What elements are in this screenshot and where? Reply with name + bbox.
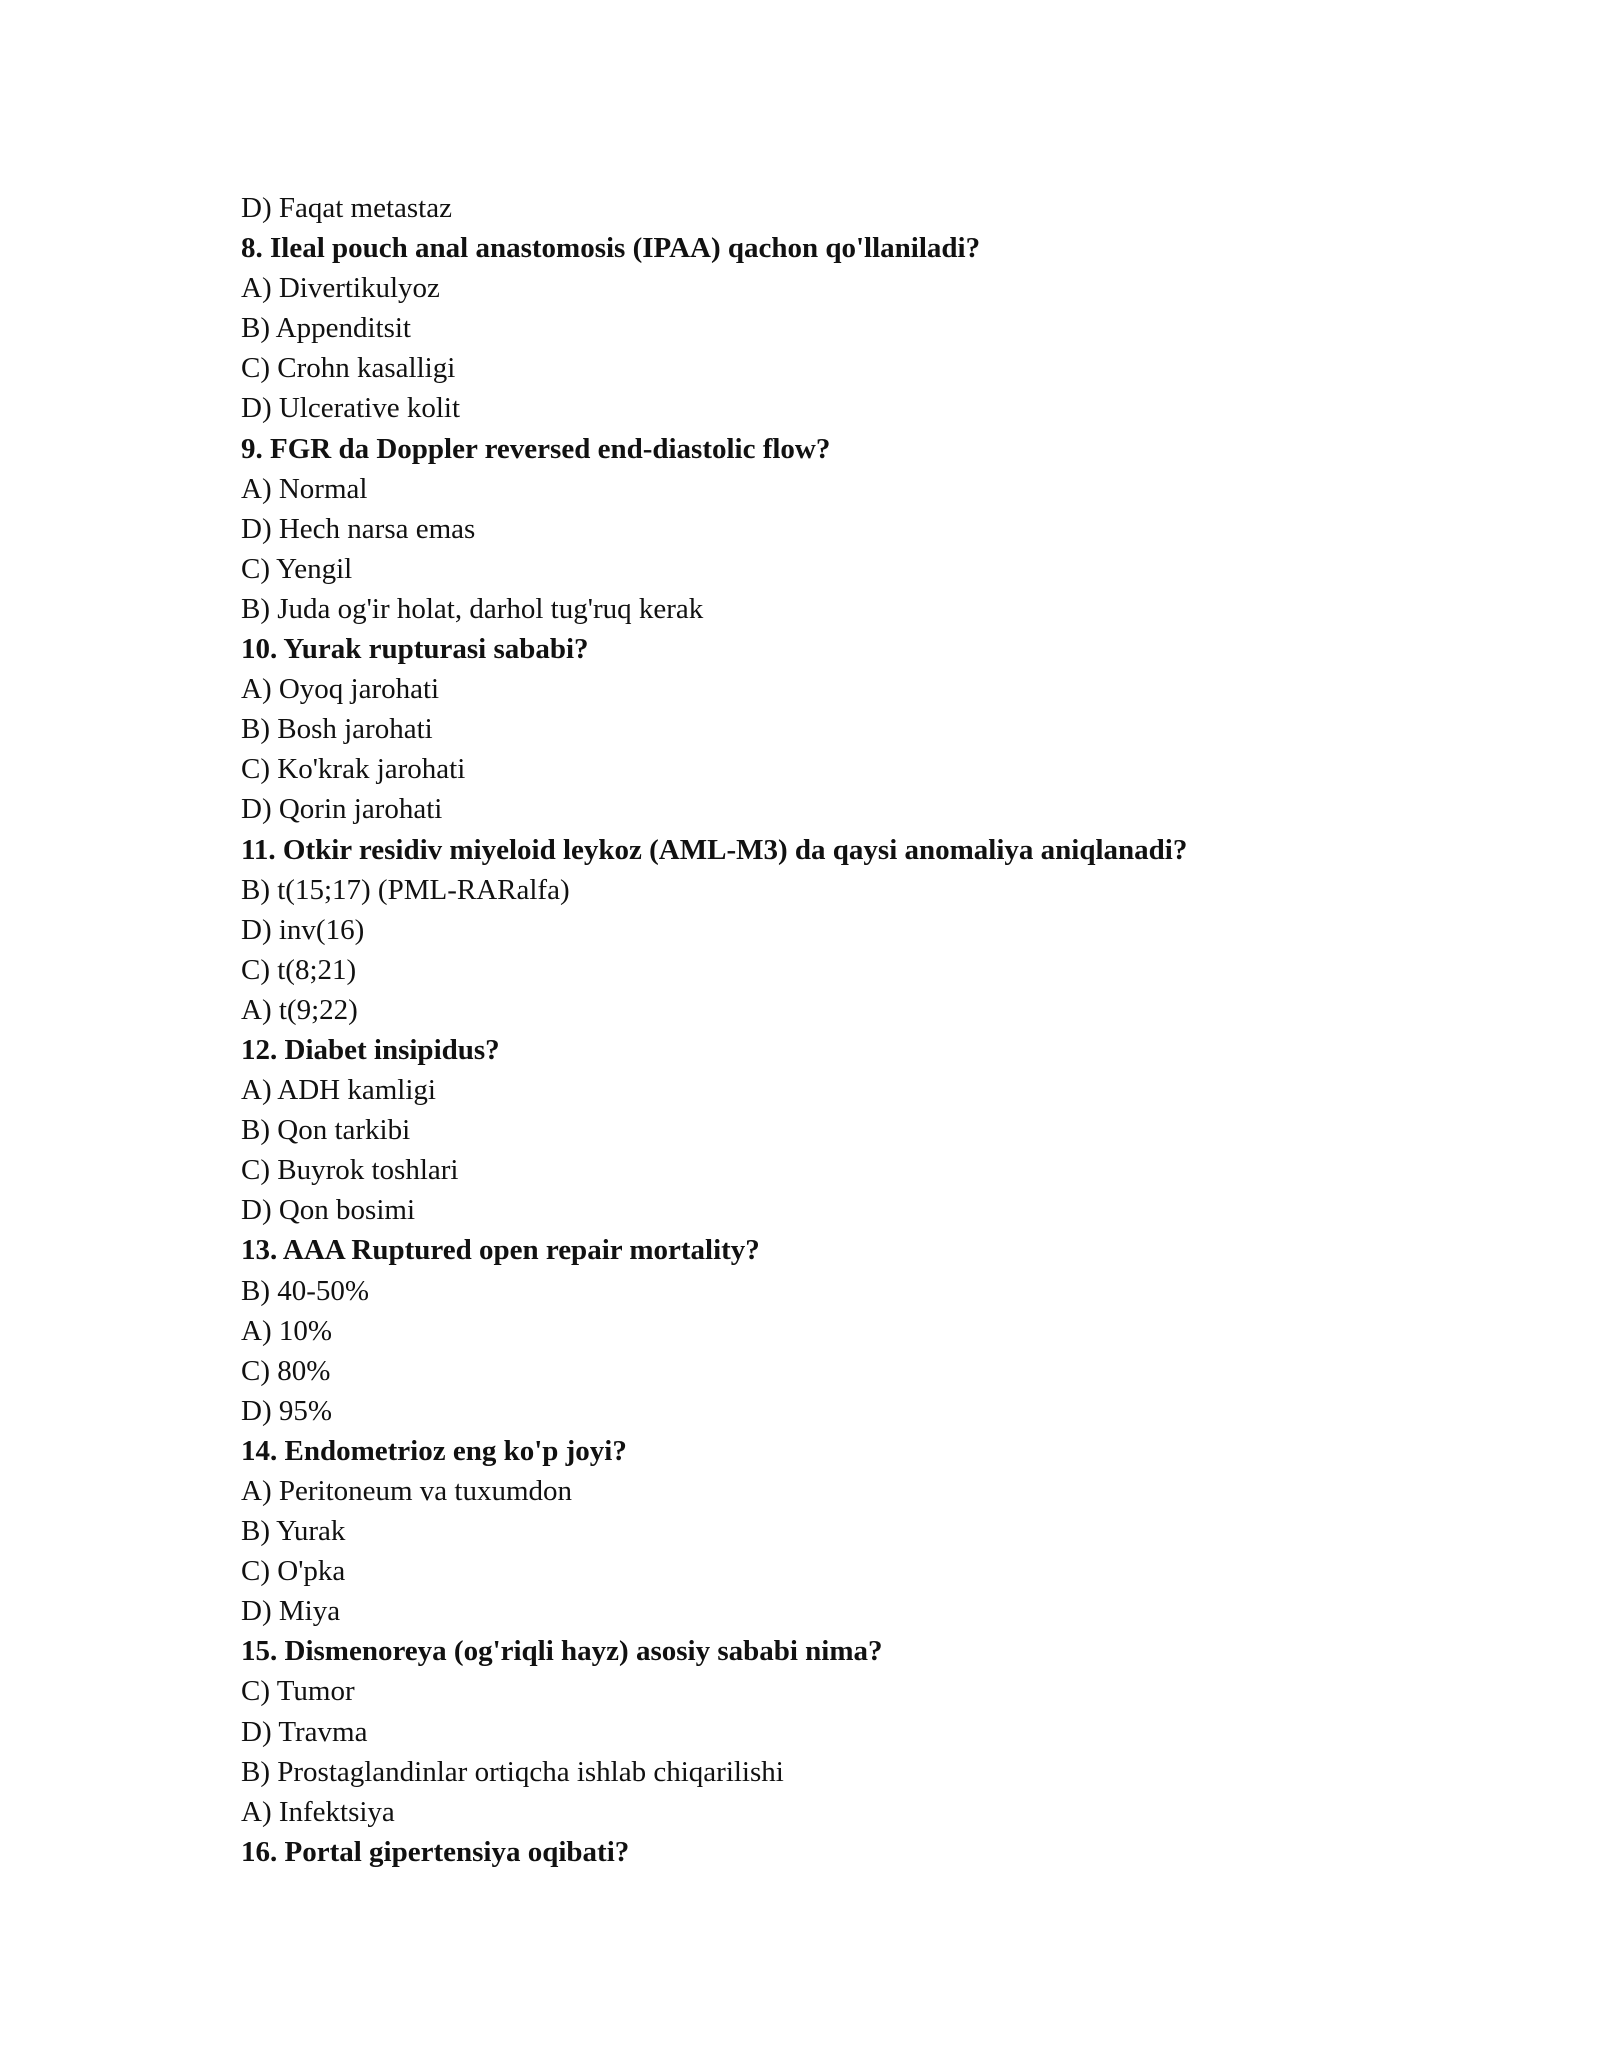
answer-option: A) 10% [241, 1314, 333, 1347]
answer-option: A) Divertikulyoz [241, 272, 440, 305]
answer-option: D) 95% [241, 1394, 333, 1427]
answer-option: D) inv(16) [241, 913, 365, 946]
answer-option: A) t(9;22) [241, 993, 358, 1026]
answer-option: D) Ulcerative kolit [241, 392, 461, 425]
answer-option: C) Tumor [241, 1675, 355, 1708]
question-12: 12. Diabet insipidus? [241, 1033, 500, 1066]
answer-option: A) Infektsiya [241, 1795, 395, 1828]
answer-option: C) Yengil [241, 552, 353, 585]
answer-option: B) Appenditsit [241, 312, 411, 345]
answer-option: B) 40-50% [241, 1274, 370, 1307]
answer-option: C) Ko'krak jarohati [241, 753, 466, 786]
answer-option: B) Yurak [241, 1515, 346, 1548]
answer-option: D) Travma [241, 1715, 368, 1748]
question-8: 8. Ileal pouch anal anastomosis (IPAA) qachon qo'llaniladi? [241, 232, 981, 265]
answer-option: B) Juda og'ir holat, darhol tug'ruq kerak [241, 592, 704, 625]
answer-option: D) Miya [241, 1595, 341, 1628]
answer-option: C) Buyrok toshlari [241, 1154, 459, 1187]
answer-option: A) Peritoneum va tuxumdon [241, 1475, 573, 1507]
answer-option: A) ADH kamligi [241, 1074, 436, 1107]
answer-option: C) 80% [241, 1354, 331, 1387]
question-10: 10. Yurak rupturasi sababi? [241, 633, 589, 666]
question-14: 14. Endometrioz eng ko'p joyi? [241, 1434, 627, 1467]
answer-option: C) O'pka [241, 1555, 346, 1588]
answer-option: C) t(8;21) [241, 953, 357, 986]
answer-option: B) Bosh jarohati [241, 713, 433, 746]
answer-option: B) Qon tarkibi [241, 1114, 411, 1147]
answer-option: A) Oyoq jarohati [241, 673, 440, 706]
answer-option: C) Crohn kasalligi [241, 352, 456, 385]
answer-option: B) t(15;17) (PML-RARalfa) [241, 873, 570, 906]
question-16: 16. Portal gipertensiya oqibati? [241, 1835, 630, 1868]
question-15: 15. Dismenoreya (og'riqli hayz) asosiy sababi nima? [241, 1635, 883, 1668]
question-11: 11. Otkir residiv miyeloid leykoz (AML-M3) da qaysi anomaliya aniqlanadi? [241, 833, 1188, 866]
answer-option: D) Hech narsa emas [241, 512, 476, 545]
answer-option: D) Qorin jarohati [241, 793, 443, 826]
question-9: 9. FGR da Doppler reversed end-diastolic flow? [241, 432, 831, 465]
question-13: 13. AAA Ruptured open repair mortality? [241, 1234, 760, 1267]
answer-option: B) Prostaglandinlar ortiqcha ishlab chiqarilishi [241, 1755, 784, 1788]
answer-option: D) Faqat metastaz [241, 192, 452, 224]
answer-option: A) Normal [241, 472, 368, 505]
answer-option: D) Qon bosimi [241, 1194, 415, 1227]
quiz-content [241, 188, 1401, 1872]
